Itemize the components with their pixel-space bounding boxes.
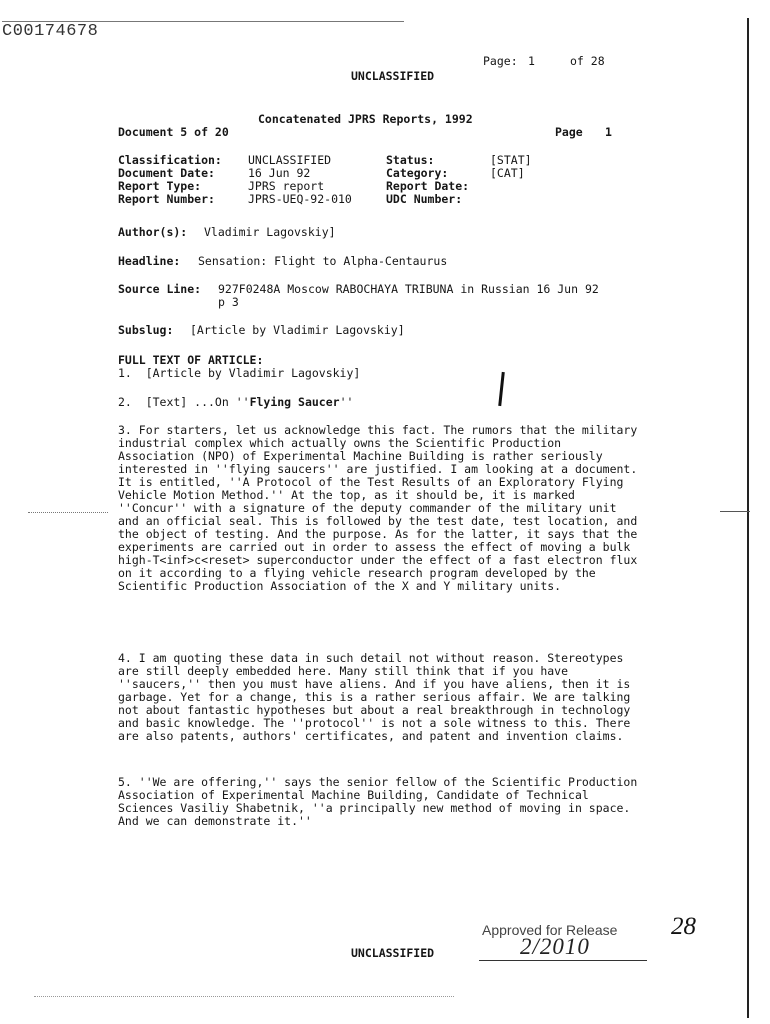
meta-key: Document Date: — [118, 166, 215, 180]
source-line-value: 927F0248A Moscow RABOCHAYA TRIBUNA in Russian 16 Jun 92 — [218, 282, 599, 296]
subslug-label: Subslug: — [118, 323, 174, 337]
author-value: Vladimir Lagovskiy] — [204, 225, 336, 239]
author-label: Author(s): — [118, 225, 188, 239]
handwritten-page-number: 28 — [671, 913, 696, 940]
release-date-handwritten: 2/2010 — [520, 934, 590, 959]
meta-key: UDC Number: — [386, 192, 463, 206]
headline-value: Sensation: Flight to Alpha-Centaurus — [198, 254, 448, 268]
meta-key: Report Type: — [118, 179, 202, 193]
meta-value: [STAT] — [490, 153, 532, 167]
meta-value: JPRS-UEQ-92-010 — [248, 192, 352, 206]
subslug-value: [Article by Vladimir Lagovskiy] — [190, 323, 405, 337]
source-line-label: Source Line: — [118, 282, 202, 296]
item-2 — [118, 396, 353, 409]
source-line-page: p 3 — [218, 295, 239, 309]
meta-value: JPRS report — [248, 179, 325, 193]
meta-key: Category: — [386, 166, 449, 180]
paragraph-3: 3. For starters, let us acknowledge this fact. The rumors that the military industrial complex which actually owns the Scientific Production Association (NPO) of Experimental Machine Building is rather seriously interested in ''flying saucers'' are justified. I am looking at a document. It is entitled, ''A Protocol of the Test Results of an Exploratory Flying Vehicle Motion Method.'' At the top, as it should be, it is marked ''Concur'' with a signature of the deputy commander of the military unit and an official seal. This is followed by the test date, test location, and the object of testing. And the purpose. As for the latter, it says that the experiments are carried out in order to assess the effect of moving a bulk high-T<inf>c<reset> superconductor under the effect of a fast electron flux on it according to a flying vehicle research program developed by the Scientific Production Association of the X and Y military units. — [118, 423, 638, 593]
page-label: Page: — [483, 54, 518, 68]
meta-key: Status: — [386, 153, 435, 167]
report-title: Concatenated JPRS Reports, 1992 — [258, 112, 473, 126]
scan-line-left — [28, 512, 108, 513]
item-2-prefix: 2. [Text] ...On '' — [118, 395, 250, 409]
metadata-table — [118, 154, 590, 206]
meta-value — [490, 180, 590, 193]
approved-for-release-stamp: Approved for Release — [482, 922, 618, 938]
page-of-total: of 28 — [570, 54, 605, 68]
paragraph-4: 4. I am quoting these data in such detail not without reason. Stereotypes are still deeply embedded here. Many still think that if you have ''saucers,'' then you must have aliens. And if you have aliens, then it is garbage. Yet for a change, this is a rather serious affair. We are talking not about fantastic hypotheses but about a real breakthrough in technology and basic knowledge. The ''protocol'' is not a sole witness to this. There are also patents, authors' certificates, and patent and invention claims. — [118, 651, 631, 743]
paragraph-5: 5. ''We are offering,'' says the senior fellow of the Scientific Production Association of Experimental Machine Building, Candidate of Technical Sciences Vasiliy Shabetnik, ''a principally new method of moving in space. And we can demonstrate it.'' — [118, 775, 638, 828]
classification-banner-bottom: UNCLASSIFIED — [351, 946, 435, 960]
meta-value: [CAT] — [490, 166, 525, 180]
item-1: 1. [Article by Vladimir Lagovskiy] — [118, 366, 361, 380]
meta-key: Classification: — [118, 153, 222, 167]
document-id: C00174678 — [2, 22, 99, 41]
meta-key: Report Date: — [386, 179, 470, 193]
handwritten-mark — [498, 372, 505, 406]
right-margin-rule — [747, 18, 749, 1018]
meta-value: UNCLASSIFIED — [248, 153, 332, 167]
meta-value — [490, 193, 590, 206]
page-right-number: 1 — [605, 125, 612, 139]
meta-key: Report Number: — [118, 192, 215, 206]
item-2-suffix: '' — [339, 395, 354, 409]
item-2-title: Flying Saucer — [249, 395, 340, 409]
scan-noise — [34, 996, 454, 997]
document-number: Document 5 of 20 — [118, 125, 229, 139]
headline-label: Headline: — [118, 254, 181, 268]
release-signature-line — [479, 960, 647, 961]
page-right-label: Page — [555, 125, 583, 139]
scan-line-right — [720, 511, 750, 512]
full-text-heading: FULL TEXT OF ARTICLE: — [118, 353, 264, 367]
classification-banner-top: UNCLASSIFIED — [351, 69, 435, 83]
meta-value: 16 Jun 92 — [248, 166, 311, 180]
page-number: 1 — [528, 54, 535, 68]
